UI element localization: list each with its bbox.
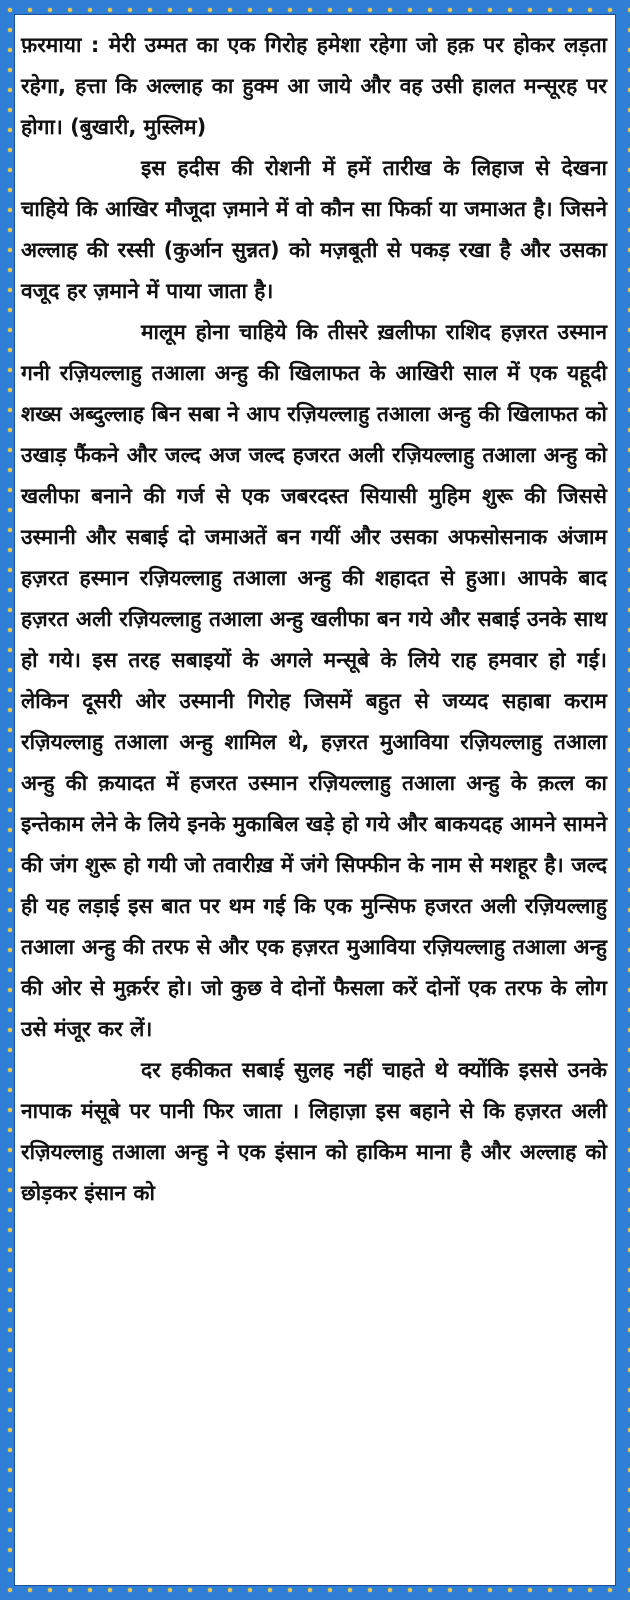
text-panel	[14, 14, 616, 1586]
paragraph-1: फ़रमाया : मेरी उम्मत का एक गिरोह हमेशा रहेगा जो हक़ पर होकर लड़ता रहेगा, हत्ता कि अल्लाह का हुक्म आ जाये और वह उसी हालत मन्सूरह पर होगा। (बुखारी, मुस्लिम)	[21, 33, 607, 139]
paragraph-4: दर हकीकत सबाई सुलह नहीं चाहते थे क्योंकि इससे उनके नापाक मंसूबे पर पानी फिर जाता । लिहाज़ा इस बहाने से कि हज़रत अली रज़ियल्लाहु तआला अन्हु ने एक इंसान को हाकिम माना है और अल्लाह को छोड़कर इंसान को	[21, 1058, 607, 1205]
paragraph-3: मालूम होना चाहिये कि तीसरे ख़लीफा राशिद हज़रत उस्मान गनी रज़ियल्लाहु तआला अन्हु की खिलाफत के आखिरी साल में एक यहूदी शख्स अब्दुल्लाह बिन सबा ने आप रज़ियल्लाहु तआला अन्हु की खिलाफत को उखाड़ फैंकने और जल्द अज जल्द हजरत अली रज़ियल्लाहु तआला अन्हु को खलीफा बनाने की गर्ज से एक जबरदस्त सियासी मुहिम शुरू की जिससे उस्मानी और सबाई दो जमाअतें बन गयीं और उसका अफसोसनाक अंजाम हज़रत हस्मान रज़ियल्लाहु तआला अन्हु की शहादत से हुआ। आपके बाद हज़रत अली रज़ियल्लाहु तआला अन्हु खलीफा बन गये और सबाई उनके साथ हो गये। इस तरह सबाइयों के अगले मन्सूबे के लिये राह हमवार हो गई। लेकिन दूसरी ओर उस्मानी गिरोह जिसमें बहुत से जय्यद सहाबा कराम रज़ियल्लाहु तआला अन्हु शामिल थे, हज़रत मुआविया रज़ियल्लाहु तआला अन्हु की क़यादत में हजरत उस्मान रज़ियल्लाहु तआला अन्हु के क़त्ल का इन्तेकाम लेने के लिये इनके मुकाबिल खड़े हो गये और बाकयदह आमने सामने की जंग शुरू हो गयी जो तवारीख़ में जंगे सिफ्फीन के नाम से मशहूर है। जल्द ही यह लड़ाई इस बात पर थम गई कि एक मुन्सिफ हजरत अली रज़ियल्लाहु तआला अन्हु की तरफ से और एक हज़रत मुआविया रज़ियल्लाहु तआला अन्हु की ओर से मुक़र्रर हो। जो कुछ वे दोनों फैसला करें दोनों एक तरफ के लोग उसे मंजूर कर लें।	[21, 320, 607, 1041]
paragraph-2: इस हदीस की रोशनी में हमें तारीख के लिहाज से देखना चाहिये कि आखिर मौजूदा ज़माने में वो कौन सा फिर्का या जमाअत है। जिसने अल्लाह की रस्सी (कुर्आन सुन्नत) को मज़बूती से पकड़ रखा है और उसका वजूद हर ज़माने में पाया जाता है।	[21, 156, 607, 303]
